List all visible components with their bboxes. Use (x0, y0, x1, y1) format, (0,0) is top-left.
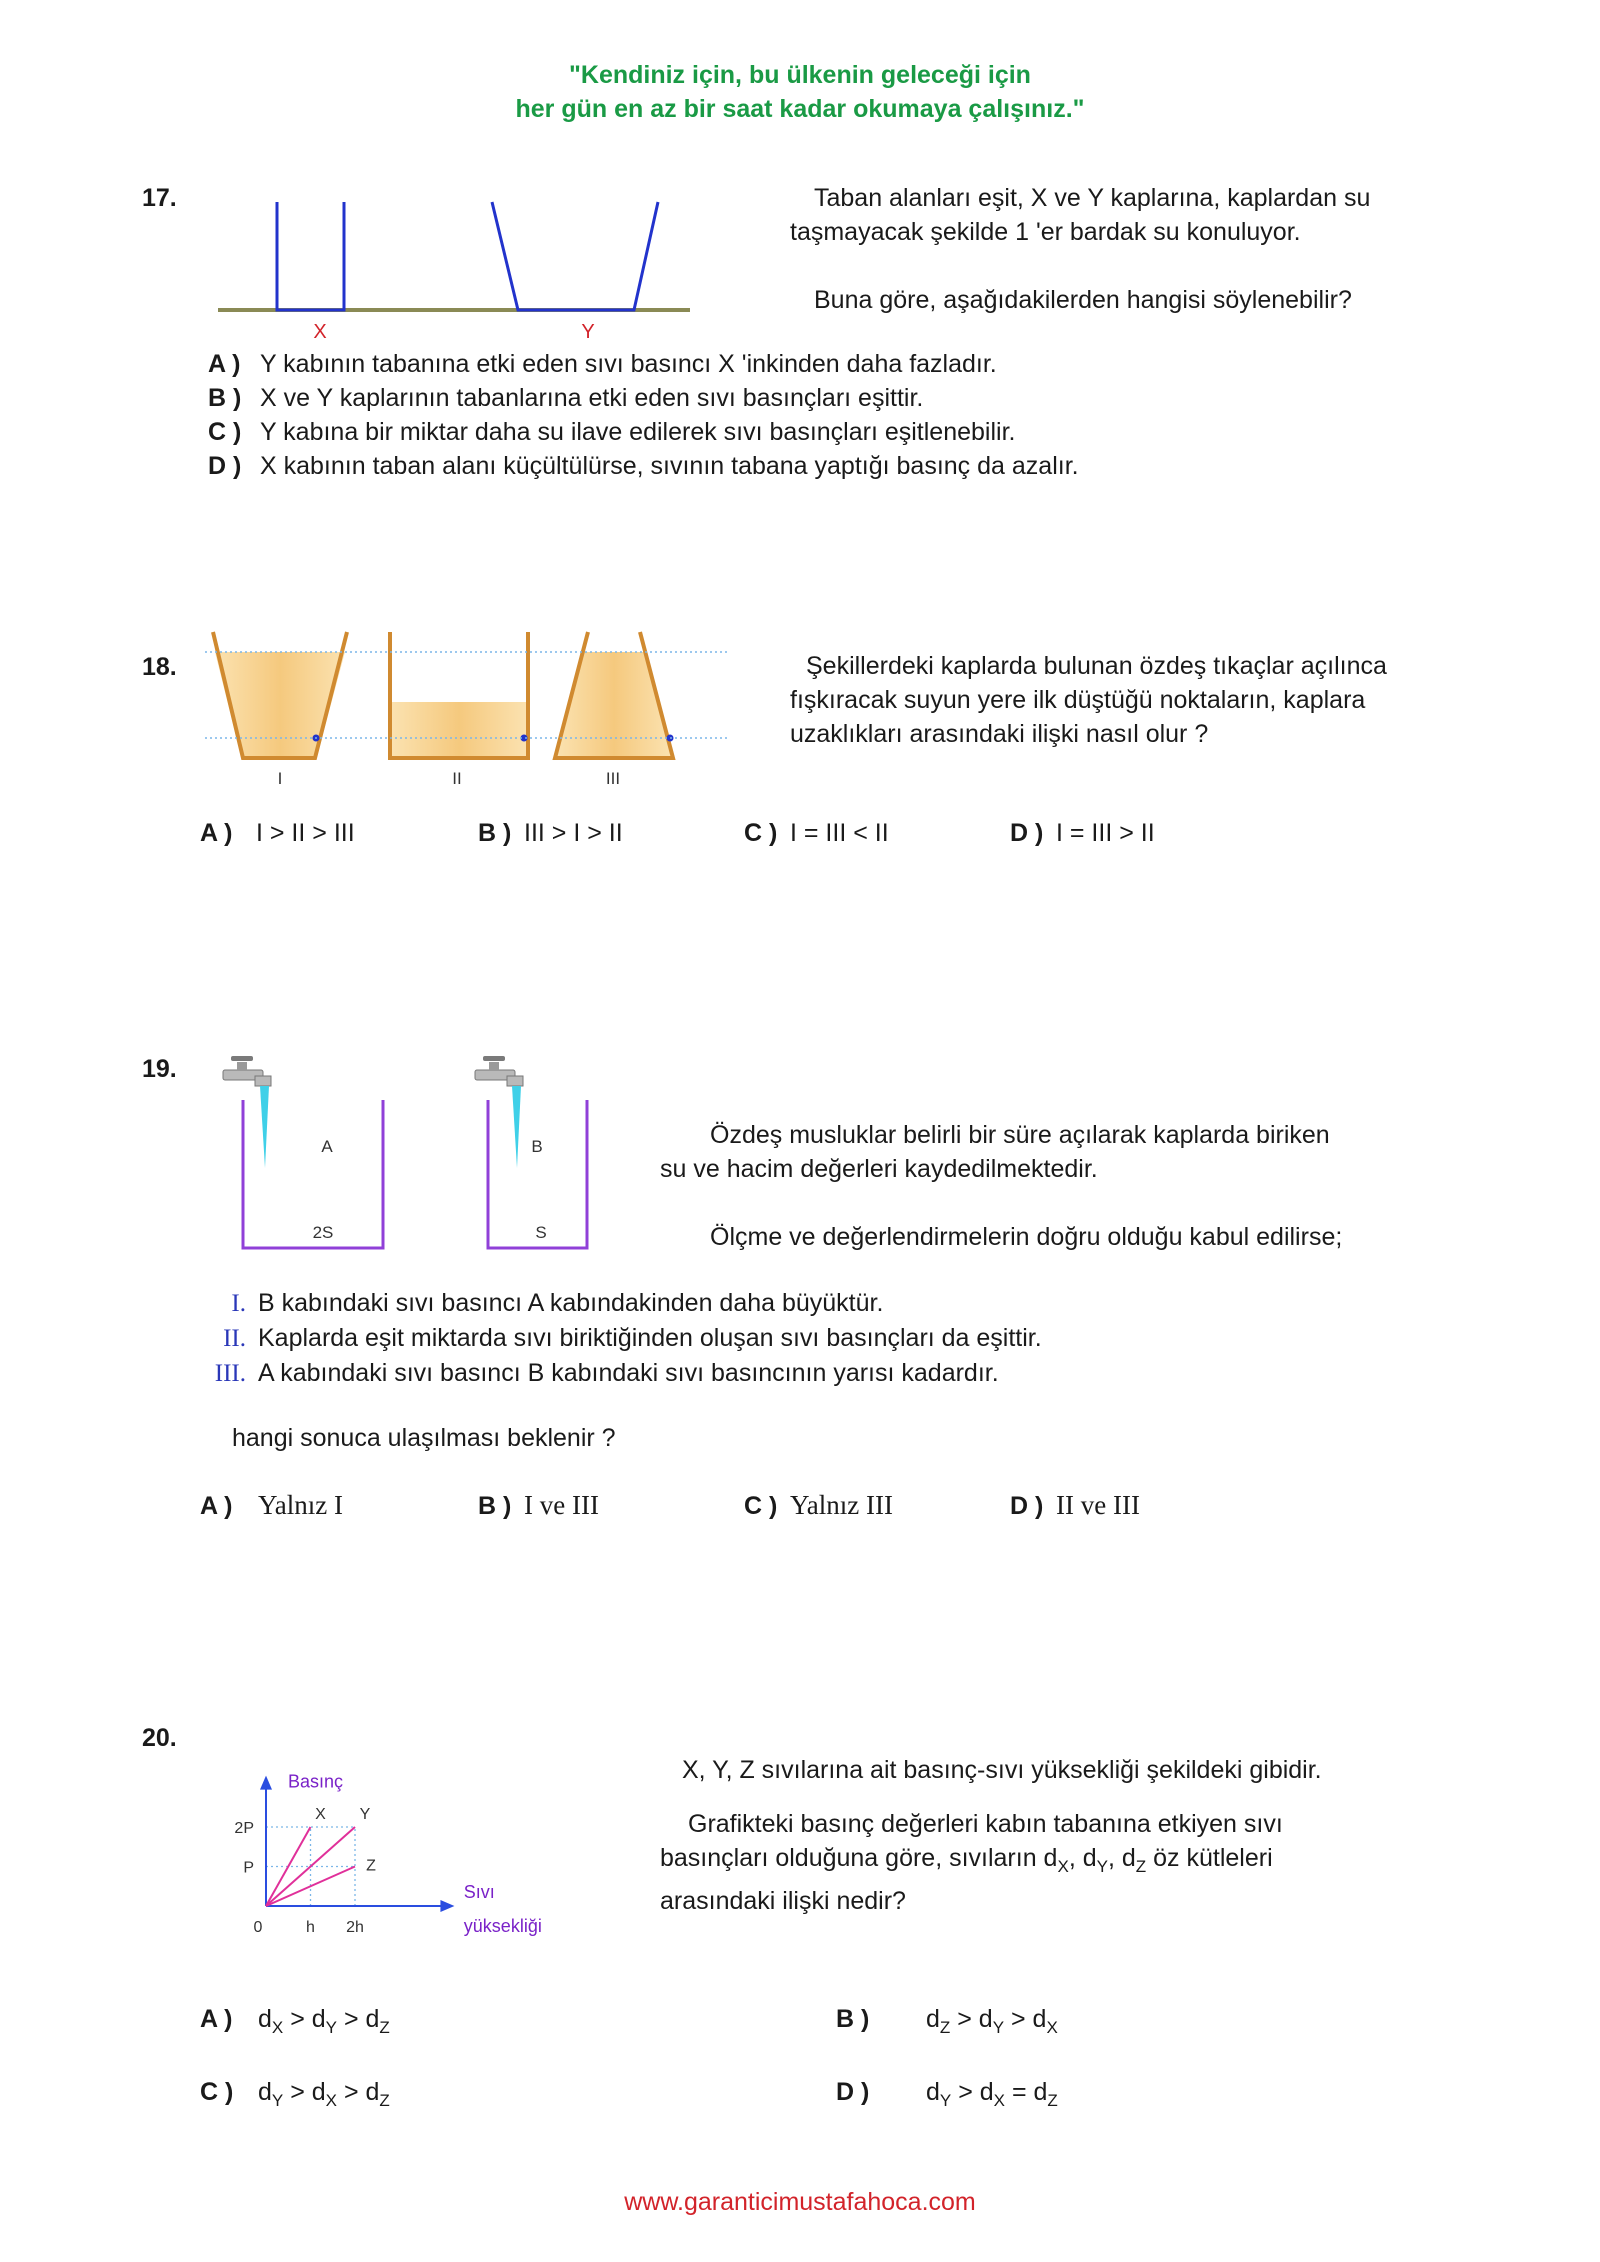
q19-option-b[interactable]: B ) I ve III (478, 1490, 599, 1520)
q18-stem (790, 649, 1490, 751)
x-tick-2h: 2h (346, 1919, 364, 1936)
container-2-water (391, 702, 527, 756)
q19-followup: hangi sonuca ulaşılması beklenir ? (232, 1424, 616, 1452)
label-container-3: III (605, 769, 621, 788)
q17-stem-line-1: Taban alanları eşit, X ve Y kaplarına, kaplardan su (814, 184, 1371, 212)
label-a-base: 2S (312, 1223, 334, 1242)
x-axis-label-line-1: Sıvı (463, 1882, 495, 1902)
q19-taps-figure (215, 1050, 610, 1260)
tap-a-icon (223, 1056, 271, 1168)
q18-option-d[interactable]: D ) I = III > II (1010, 819, 1155, 847)
x-axis-arrow-icon (440, 1900, 454, 1912)
y-axis-arrow-icon (260, 1776, 272, 1790)
q18-stem-line-2: fışkıracak suyun yere ilk düştüğü noktaların, kaplara (790, 686, 1366, 714)
q19-statement-1: I. B kabındaki sıvı basıncı A kabındakinden daha büyüktür. (231, 1289, 884, 1317)
q18-option-b[interactable]: B ) III > I > II (478, 819, 623, 847)
x-axis-label-line-2: yüksekliği (463, 1916, 542, 1936)
q17-stem-line-2: taşmayacak şekilde 1 'er bardak su konuluyor. (790, 218, 1301, 246)
q18-stem-line-3: uzaklıkları arasındaki ilişki nasıl olur ? (790, 720, 1209, 748)
q17-options (208, 347, 1079, 483)
container-1-water (215, 652, 345, 756)
series-label-z: Z (366, 1857, 376, 1875)
y-tick-2p: 2P (234, 1820, 254, 1837)
label-b: B (531, 1137, 543, 1156)
q20-stem (660, 1753, 1460, 1918)
container-x (277, 202, 344, 310)
question-20-number: 20. (142, 1724, 177, 1752)
q20-option-d[interactable]: D ) $d_Y > d_X = d_Z$ (836, 2078, 1058, 2110)
question-17-number: 17. (142, 184, 177, 212)
question-18-number: 18. (142, 653, 177, 681)
label-x: X (313, 321, 327, 343)
container-3-water (557, 652, 671, 756)
q17-stem-question: Buna göre, aşağıdakilerden hangisi söylenebilir? (814, 286, 1352, 314)
q18-option-a[interactable]: A ) I > II > III (200, 819, 355, 847)
q20-option-a[interactable]: A ) $d_X > d_Y > d_Z$ (200, 2005, 390, 2037)
q20-stem-line-2: Grafikteki basınç değerleri kabın tabanına etkiyen sıvı (688, 1810, 1283, 1838)
footer-url[interactable]: www.garanticimustafahoca.com (624, 2188, 976, 2216)
quote-line-2: her gün en az bir saat kadar okumaya çalışınız." (515, 95, 1085, 123)
q20-stem-line-4: arasındaki ilişki nedir? (660, 1887, 906, 1915)
q17-option-d[interactable]: D ) X kabının taban alanı küçültülürse, sıvının tabana yaptığı basınç da azalır. (208, 452, 1079, 480)
q19-stem-line-3: Ölçme ve değerlendirmelerin doğru olduğu kabul edilirse; (710, 1223, 1343, 1251)
q19-stem-line-2: su ve hacim değerleri kaydedilmektedir. (660, 1155, 1098, 1183)
x-tick-h: h (306, 1919, 315, 1936)
q18-containers-figure (205, 620, 735, 795)
quote-line-1: "Kendiniz için, bu ülkenin geleceği için (569, 61, 1031, 89)
q20-pressure-height-chart (230, 1720, 650, 1970)
q19-option-d[interactable]: D ) II ve III (1010, 1490, 1140, 1520)
q19-statement-2: II. Kaplarda eşit miktarda sıvı biriktiğinden oluşan sıvı basınçları da eşittir. (223, 1324, 1042, 1352)
question-19-number: 19. (142, 1055, 177, 1083)
container-y (492, 202, 658, 310)
label-b-base: S (535, 1223, 547, 1242)
q17-option-b[interactable]: B ) X ve Y kaplarının tabanlarına etki eden sıvı basınçları eşittir. (208, 384, 924, 412)
y-axis-label: Basınç (288, 1771, 344, 1792)
q20-option-b[interactable]: B ) $d_Z > d_Y > d_X$ (836, 2005, 1058, 2037)
series-label-x: X (315, 1806, 326, 1823)
label-container-2: II (452, 769, 462, 788)
q19-stem-line-1: Özdeş musluklar belirli bir süre açılarak kaplarda biriken (710, 1121, 1330, 1149)
q17-option-a[interactable]: A ) Y kabının tabanına etki eden sıvı basıncı X 'inkinden daha fazladır. (208, 350, 997, 378)
q20-stem-line-3: basınçları olduğuna göre, sıvıların $d_X$, $d_Y$, $d_Z$ öz kütleleri (660, 1844, 1273, 1876)
q18-option-c[interactable]: C ) I = III < II (744, 819, 889, 847)
series-label-y: Y (359, 1806, 371, 1823)
x-tick-0: 0 (253, 1919, 263, 1936)
y-tick-p: P (243, 1859, 254, 1877)
label-y: Y (581, 321, 595, 343)
q19-statements (200, 1286, 1042, 1391)
label-a: A (321, 1137, 333, 1156)
q18-stem-line-1: Şekillerdeki kaplarda bulunan özdeş tıkaçlar açılınca (806, 652, 1387, 680)
q20-stem-line-1: X, Y, Z sıvılarına ait basınç-sıvı yüksekliği şekildeki gibidir. (682, 1756, 1322, 1784)
tap-b-icon (475, 1056, 523, 1168)
q17-stem (790, 181, 1470, 317)
q19-statement-3: III. A kabındaki sıvı basıncı B kabındaki sıvı basıncının yarısı kadardır. (214, 1359, 999, 1387)
label-container-1: I (277, 769, 283, 788)
q20-option-c[interactable]: C ) $d_Y > d_X > d_Z$ (200, 2078, 390, 2110)
q19-option-c[interactable]: C ) Yalnız III (744, 1490, 893, 1520)
page-header-quote (0, 58, 1600, 126)
q19-stem (660, 1118, 1460, 1254)
q17-containers-figure (210, 190, 710, 350)
q17-option-c[interactable]: C ) Y kabına bir miktar daha su ilave edilerek sıvı basınçları eşitlenebilir. (208, 418, 1016, 446)
q19-option-a[interactable]: A ) Yalnız I (200, 1490, 344, 1520)
